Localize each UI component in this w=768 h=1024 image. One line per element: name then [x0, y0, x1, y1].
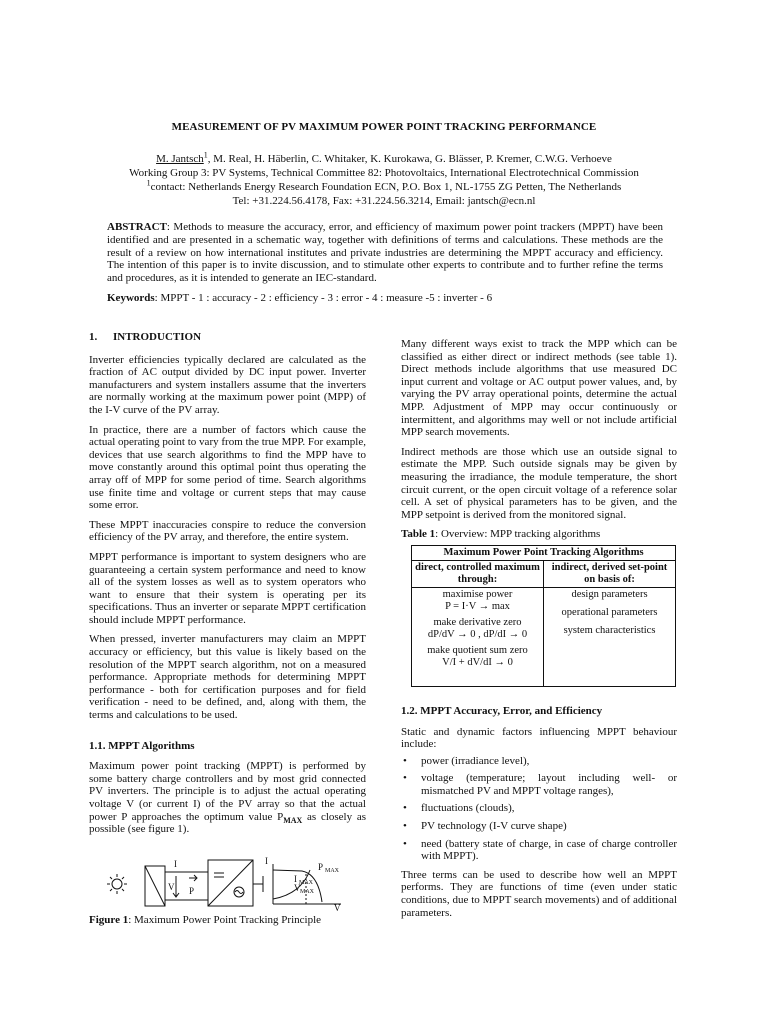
list-item: • voltage (temperature; layout including well- or mismatched PV and MPPT voltage ranges),	[401, 772, 677, 797]
table-caption: Table 1: Overview: MPP tracking algorithms	[401, 528, 601, 541]
paper-title: MEASUREMENT OF PV MAXIMUM POWER POINT TRACKING PERFORMANCE	[171, 121, 597, 133]
paragraph: These MPPT inaccuracies conspire to reduce the conversion efficiency of the PV array, and therefore, the entire system.	[89, 518, 366, 544]
list-item: • PV technology (I-V curve shape)	[401, 820, 677, 833]
paragraph: Inverter efficiencies typically declared are calculated as the fraction of AC output divided by DC input power. Inverter manufacturers and system installers assume that the inverters are normally working at the maximum power point (MPP) of the I-V curve of the PV array.	[89, 353, 366, 416]
fig-pmax: P	[318, 862, 324, 872]
list-item: • power (irradiance level),	[401, 755, 677, 768]
left-column	[89, 331, 366, 843]
figure-caption: Figure 1: Maximum Power Point Tracking Principle	[89, 914, 322, 926]
first-author: M. Jantsch	[156, 153, 204, 165]
fig-imax: I	[294, 874, 297, 884]
paragraph: Indirect methods are those which use an outside signal to estimate the MPP. Such outside signals may be given by measuring the irradiance, the module temperature, the short circuit current, or the open circuit voltage of a reference solar cell. A set of physical parameters has to be given, and the MPP setpoint is derived from the monitored signal.	[401, 445, 677, 521]
keywords-text: : MPPT - 1 : accuracy - 2 : efficiency - 3 : error - 4 : measure -5 : inverter - 6	[154, 292, 493, 304]
affiliation: Working Group 3: PV Systems, Technical Committee 82: Photovoltaics, International Electrotechnical Commission	[129, 167, 639, 179]
subsection-heading-accuracy: 1.2. MPPT Accuracy, Error, and Efficiency	[401, 704, 603, 717]
contact-phone: Tel: +31.224.56.4178, Fax: +31.224.56.3214, Email: jantsch@ecn.nl	[232, 195, 536, 207]
figure-mppt-principle	[96, 854, 356, 914]
table-header: Maximum Power Point Tracking Algorithms	[412, 545, 676, 560]
fig-axis-i: I	[265, 856, 268, 866]
fig-pmax-sub: MAX	[325, 868, 340, 874]
contact-address: contact: Netherlands Energy Research Foundation ECN, P.O. Box 1, NL-1755 ZG Petten, The Netherlands	[150, 181, 622, 193]
author-footnote-mark: 1	[203, 150, 208, 160]
author-line	[0, 152, 768, 166]
paragraph: In practice, there are a number of factors which cause the actual operating point to vary from the true MPP. For example, devices that use search algorithms to find the MPP have to move constantly around this optimal point thus operating the array off of MPP for some period of time. Search algorithms use finite time and voltage or current steps that may cause some error.	[89, 423, 366, 512]
author-block	[0, 152, 768, 208]
keywords-label: Keywords	[107, 292, 155, 304]
paragraph: When pressed, inverter manufacturers may claim an MPPT accuracy or efficiency, but this value is likely based on the resolution of the MPPT search algorithm, not on a measured performance. Appropriate methods for determining MPPT performance - both for certification purposes and for field verification - need to be defined, and, along with them, the terms and calculations to be used.	[89, 633, 366, 722]
fig-axis-v: V	[334, 903, 341, 913]
list-item: • need (battery state of charge, in case of charge controller with MPPT).	[401, 838, 677, 863]
abstract-label: ABSTRACT	[107, 221, 167, 233]
list-item: • fluctuations (clouds),	[401, 802, 677, 815]
fig-vmax-sub: MAX	[300, 889, 315, 895]
paragraph: MPPT performance is important to system designers who are guaranteeing a certain system performance and need to know all of the system losses as well as to system operators who want to ensure that their system is operating per its specifications. Thus an inverter or separate MPPT certification should include MPPT performance.	[89, 550, 366, 626]
fig-imax-sub: MAX	[299, 880, 314, 886]
keywords	[107, 292, 663, 304]
mppt-algorithms-table	[411, 545, 676, 687]
paragraph: Many different ways exist to track the MPP which can be classified as either direct or indirect methods (see table 1). Direct methods include algorithms that use measured DC input current and voltage or AC output power values, and, by varying the PV array operational points, determine the actual MPP. Adjustment of MPP may occur continuously or intermittent, and algorithms may well or not include artificial MPP search movements.	[401, 338, 677, 439]
fig-label-p: P	[189, 886, 195, 896]
paragraph: Maximum power point tracking (MPPT) is performed by some battery charge controllers and by most grid connected PV inverters. The principle is to adjust the actual operating voltage V (or current I) of the PV array so that the actual power P approaches the optimum value $P_{MAX}$ as closely as possible (see figure 1).	[89, 760, 367, 836]
factor-list	[401, 755, 677, 863]
abstract-text: : Methods to measure the accuracy, error, and efficiency of maximum power point trackers (MPPT) have been identified and are presented in a schematic way, together with definitions of terms and calculations. These methods are the result of a review on how international institutes and private industries are determining the MPPT accuracy and efficiency. The intention of this paper is to invite discussion, and to stimulate other experts to contribute and to further refine the terms and procedures, as it is intended to generate an IEC-standard.	[107, 221, 663, 285]
table-col-indirect: indirect, derived set-point on basis of:	[544, 560, 676, 587]
abstract	[107, 221, 663, 285]
fig-label-i: I	[174, 859, 177, 869]
table-cell-indirect: design parameters operational parameters system characteristics	[544, 587, 676, 686]
paragraph: Three terms can be used to describe how well an MPPT performs. They are functions of time (even under static conditions, due to MPPT search movements) and of additional parameters.	[401, 868, 677, 919]
fig-vmax: V	[294, 883, 301, 893]
contact-footnote-mark: 1	[146, 178, 151, 188]
coauthors: , M. Real, H. Häberlin, C. Whitaker, K. Kurokawa, G. Blässer, P. Kremer, C.W.G. Verhoeve	[207, 153, 612, 165]
table-cell-direct: maximise power P = I·V → max make derivative zero dP/dV → 0 , dP/dI → 0 make quotient sum zero V/I + dV/dI → 0	[412, 587, 544, 686]
contact-line	[0, 180, 768, 194]
paragraph: Static and dynamic factors influencing MPPT behaviour include:	[401, 725, 677, 751]
subsection-heading-mppt-algorithms: 1.1. MPPT Algorithms	[89, 739, 195, 752]
sun-icon	[112, 879, 122, 889]
fig-label-v: V	[168, 882, 175, 892]
right-column	[401, 338, 677, 926]
section-heading-introduction: 1. INTRODUCTION	[89, 331, 202, 343]
table-col-direct: direct, controlled maximum through:	[412, 560, 544, 587]
